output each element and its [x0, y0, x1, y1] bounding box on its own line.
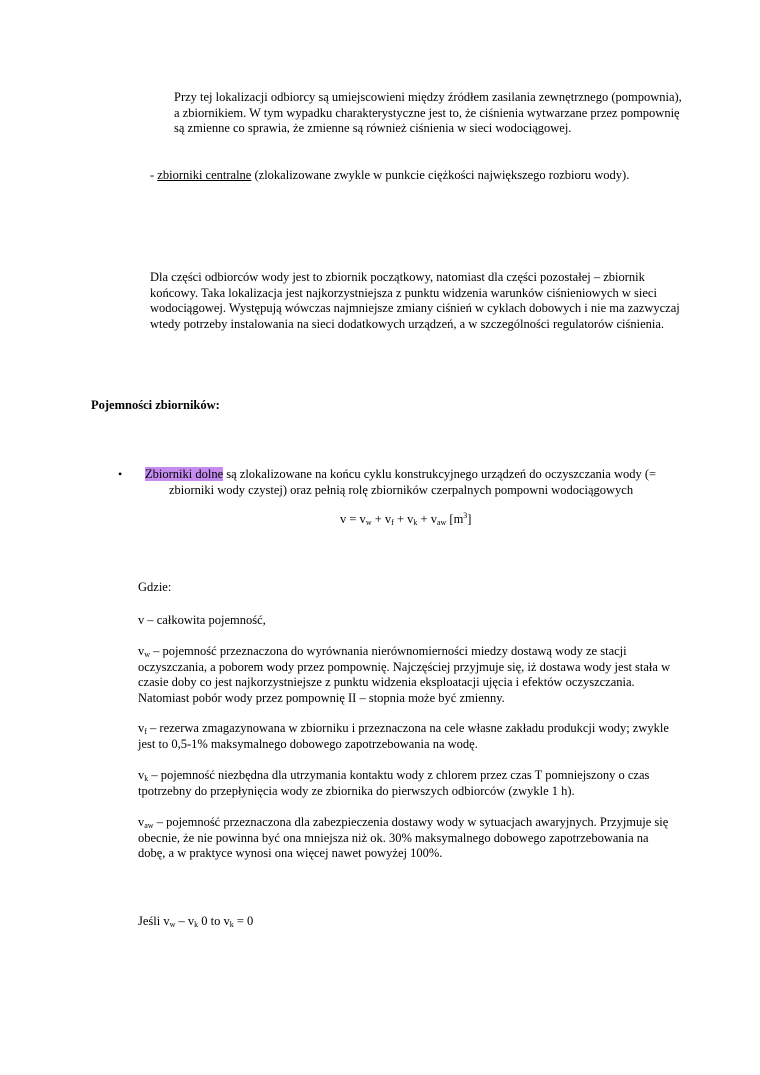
- final-condition: Jeśli $v_w - v_k$ 0 to $v_k = 0$: [138, 914, 254, 929]
- def-vk: $v_k$ – pojemność niezbędna dla utrzymania kontaktu wody z chlorem przez czas T pomniejszony o czas tpotrzebny do przepłynięcia wody ze zbiornika do pierwszych odbiorców (zwykle 1 h).: [138, 768, 650, 798]
- def-vf: $v_f$ – rezerwa zmagazynowana w zbiorniku i przeznaczona na cele własne zakładu produkcji wody; zwykle jest to 0,5-1% maksymalnego dobowego zapotrzebowania na wodę.: [138, 721, 669, 751]
- def-v: v – całkowita pojemność,: [138, 613, 266, 627]
- lower-tanks-paragraph: Zbiorniki dolne są zlokalizowane na końcu cyklu konstrukcyjnego urządzeń do oczyszczania wody (= zbiorniki wody czystej) oraz pełnią rolę zbiorników czerpalnych pompowni wodociągowych: [145, 467, 657, 497]
- volume-formula: $v = v_w + v_f + v_k + v_{aw}$ $[m^3]$: [340, 511, 472, 527]
- bullet-symbol: •: [118, 467, 123, 481]
- central-tanks-term: zbiorniki centralne: [157, 168, 252, 182]
- highlighted-term: Zbiorniki dolne: [145, 467, 224, 481]
- where-label: Gdzie:: [138, 580, 172, 594]
- def-vaw: $v_{aw}$ – pojemność przeznaczona dla zabezpieczenia dostawy wody w sytuacjach awaryjnych. Przyjmuje się obecnie, że nie powinna być ona mniejsza niż ok. 30% maksymalnego dobowego zapotrzebowania na dobę, a w praktyce wynosi ona więcej nawet powyżej 100%.: [138, 815, 669, 860]
- def-vw: $v_w$ – pojemność przeznaczona do wyrównania nierównomierności miedzy dostawą wody ze stacji oczyszczania, a poborem wody przez pompownię. Najczęściej przyjmuje się, iż dostawa wody jest stała w czasie doby co jest najkorzystniejsze z punktu widzenia eksploatacji ujęcia i efektów oczyszczania. Natomiast pobór wody przez pompownię II – stopnia może być zmienny.: [138, 644, 671, 705]
- central-tanks-line: - zbiorniki centralne (zlokalizowane zwykle w punkcie ciężkości największego rozbioru wody).: [150, 168, 630, 182]
- central-tanks-description: Dla części odbiorców wody jest to zbiornik początkowy, natomiast dla części pozostałej – zbiornik końcowy. Taka lokalizacja jest najkorzystniejsza z punktu widzenia warunków ciśnieniowych w sieci wodociągowej. Występują wówczas najmniejsze zmiany ciśnień w cyklach dobowych i nie ma zazwyczaj wtedy potrzeby instalowania na sieci dodatkowych urządzeń, a w szczególności regulatorów ciśnienia.: [150, 270, 680, 331]
- intro-paragraph: Przy tej lokalizacji odbiorcy są umiejscowieni między źródłem zasilania zewnętrznego (pompownia), a zbiornikiem. W tym wypadku charakterystyczne jest to, że ciśnienia wytwarzane przez pompownię są zmienne co sprawia, że zmienne są również ciśnienia w sieci wodociągowej.: [174, 90, 682, 135]
- section-heading: Pojemności zbiorników:: [91, 398, 220, 412]
